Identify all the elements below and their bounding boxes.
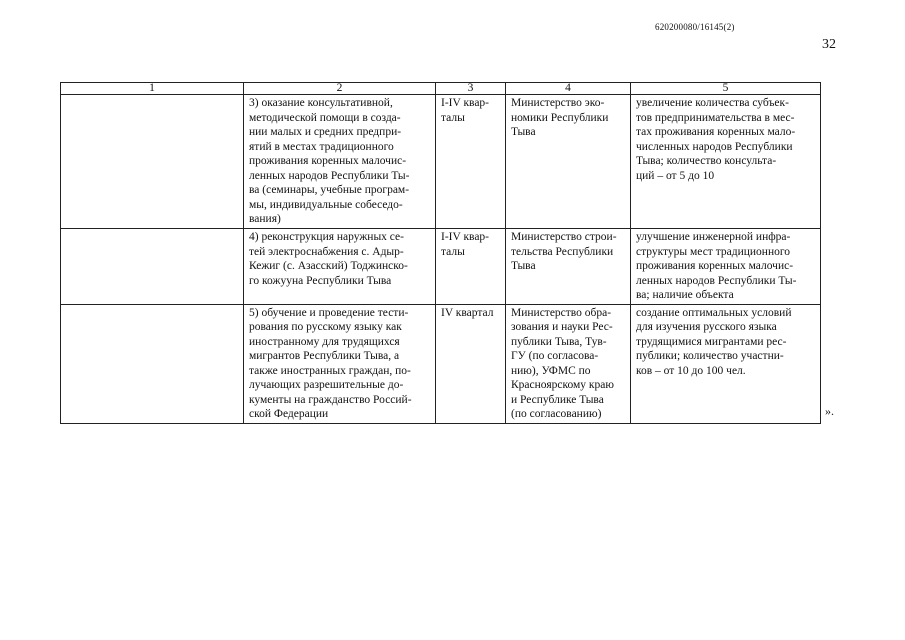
- measure-cell: 3) оказание консультативной, методической помощи в созда- нии малых и средних предпри- ятий в местах традиционного проживания коренных малочис- ленных народов Республики Ты- ва (семинары, учебные програм- мы, индивидуальные собеседо- вания): [244, 95, 436, 229]
- table-row: [61, 95, 821, 229]
- page-number: 32: [822, 37, 836, 52]
- measures-table: [60, 82, 821, 424]
- result-cell: улучшение инженерной инфра- структуры мест традиционного проживания коренных малочис- ленных народов Республики Ты- ва; наличие объекта: [631, 229, 821, 305]
- executor-cell: Министерство строи- тельства Республики Тыва: [506, 229, 631, 305]
- column-header-2: 2: [244, 83, 436, 95]
- executor-cell: Министерство эко- номики Республики Тыва: [506, 95, 631, 229]
- result-cell: увеличение количества субъек- тов предпринимательства в мес- тах проживания коренных мало- численных народов Республики Тыва; количество консульта- ций – от 5 до 10: [631, 95, 821, 229]
- measure-cell: 4) реконструкция наружных се- тей электроснабжения с. Адыр- Кежиг (с. Азасский) Тоджинско- го кожууна Республики Тыва: [244, 229, 436, 305]
- period-cell: I-IV квар- талы: [436, 95, 506, 229]
- closing-quote-mark: ».: [825, 404, 834, 418]
- column-header-3: 3: [436, 83, 506, 95]
- column-header-5: 5: [631, 83, 821, 95]
- period-cell: IV квартал: [436, 304, 506, 423]
- result-cell: создание оптимальных условий для изучения русского языка трудящимися мигрантами рес- публики; количество участни- ков – от 10 до 100 чел.: [631, 304, 821, 423]
- document-id: 620200080/16145(2): [655, 22, 735, 32]
- column-header-4: 4: [506, 83, 631, 95]
- period-cell: I-IV квар- талы: [436, 229, 506, 305]
- row-number-cell: [61, 229, 244, 305]
- table-row: [61, 229, 821, 305]
- table-row: [61, 304, 821, 423]
- row-number-cell: [61, 95, 244, 229]
- table-header-row: [61, 83, 821, 95]
- row-number-cell: [61, 304, 244, 423]
- column-header-1: 1: [61, 83, 244, 95]
- measure-cell: 5) обучение и проведение тести- рования по русскому языку как иностранному для трудящихся мигрантов Республики Тыва, а также иностранных граждан, по- лучающих разрешительные до- кументы на гражданство Россий- ской Федерации: [244, 304, 436, 423]
- executor-cell: Министерство обра- зования и науки Рес- публики Тыва, Тув- ГУ (по согласова- нию), УФМС по Красноярскому краю и Республике Тыва (по согласованию): [506, 304, 631, 423]
